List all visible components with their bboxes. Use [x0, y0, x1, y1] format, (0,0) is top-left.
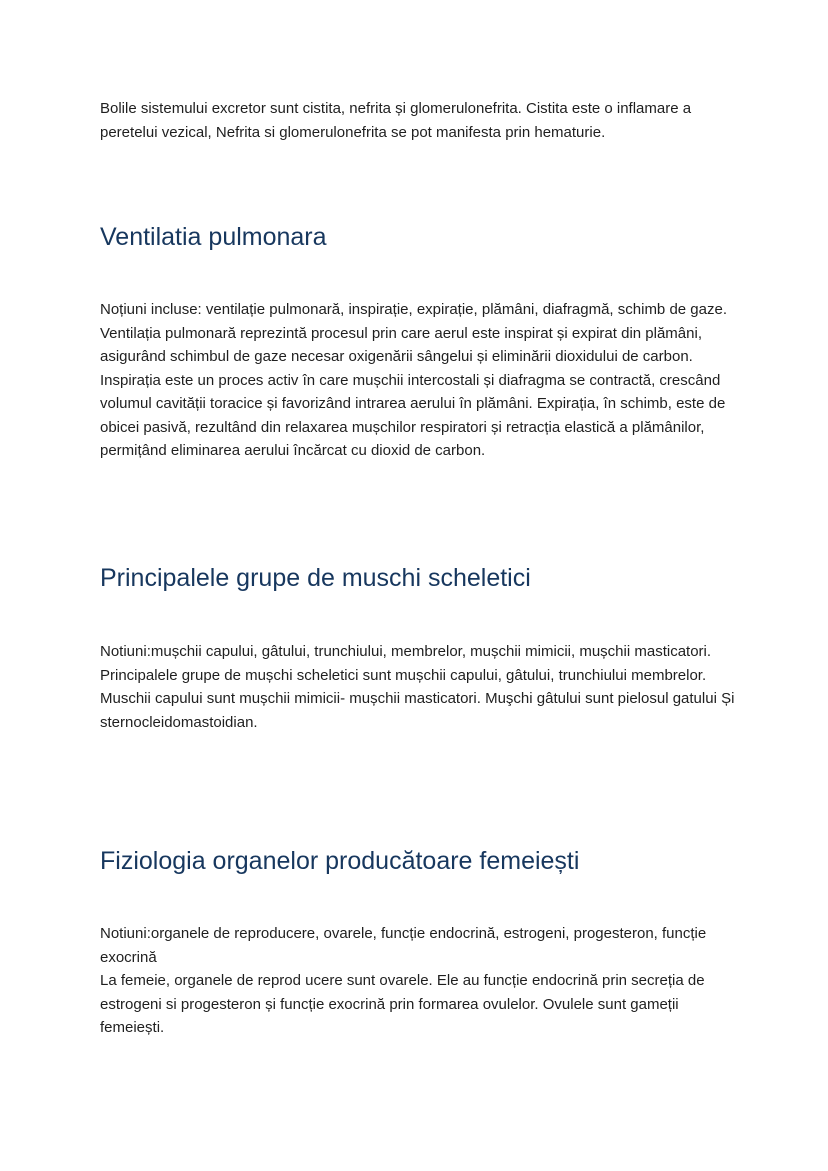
section-fiziologia-content [100, 922, 736, 1040]
section-body: Principalele grupe de mușchi scheletici sunt mușchii capului, gâtului, trunchiului membrelor. Muschii capului sunt mușchii mimicii- mușchii masticatori. Muşchi gâtului sunt pielosul gatului Și sternocleidomastoidian. [100, 666, 735, 731]
section-body: La femeie, organele de reprod ucere sunt ovarele. Ele au funcție endocrină prin secreția de estrogeni si progesteron și funcție exocrină prin formarea ovulelor. Ovulele sunt gameții femeiești. [100, 972, 705, 1036]
section-fiziologia [100, 846, 736, 876]
section-heading: Fiziologia organelor producătoare femeiești [100, 847, 580, 875]
section-ventilatia-content [100, 298, 736, 463]
section-notions: Notiuni:organele de reproducere, ovarele, funcție endocrină, estrogeni, progesteron, funcție exocrină [100, 925, 707, 966]
section-muschi [100, 563, 736, 593]
section-body: Ventilația pulmonară reprezintă procesul prin care aerul este inspirat și expirat din plămâni, asigurând schimbul de gaze necesar oxigenării sângelui și eliminării dioxidului de carbon. Inspirația este un proces activ în care mușchii intercostali și diafragma se contractă, crescând volumul cavității toracice și favorizând intrarea aerului în plămâni. Expirația, în schimb, este de obicei pasivă, rezultând din relaxarea mușchilor respiratori și retracția elastică a plămânilor, permițând eliminarea aerului încărcat cu dioxid de carbon. [100, 324, 726, 459]
section-muschi-content [100, 640, 736, 734]
intro-block [100, 97, 736, 144]
section-notions: Notiuni:mușchii capului, gâtului, trunchiului, membrelor, mușchii mimicii, mușchii masticatori. [100, 643, 712, 660]
intro-paragraph: Bolile sistemului excretor sunt cistita, nefrita și glomerulonefrita. Cistita este o inflamare a peretelui vezical, Nefrita si glomerulonefrita se pot manifesta prin hematurie. [100, 100, 692, 141]
section-ventilatia [100, 222, 736, 252]
section-heading: Principalele grupe de muschi scheletici [100, 564, 531, 592]
section-notions: Noțiuni incluse: ventilație pulmonară, inspirație, expirație, plămâni, diafragmă, schimb de gaze. [100, 301, 727, 318]
section-heading: Ventilatia pulmonara [100, 223, 327, 251]
